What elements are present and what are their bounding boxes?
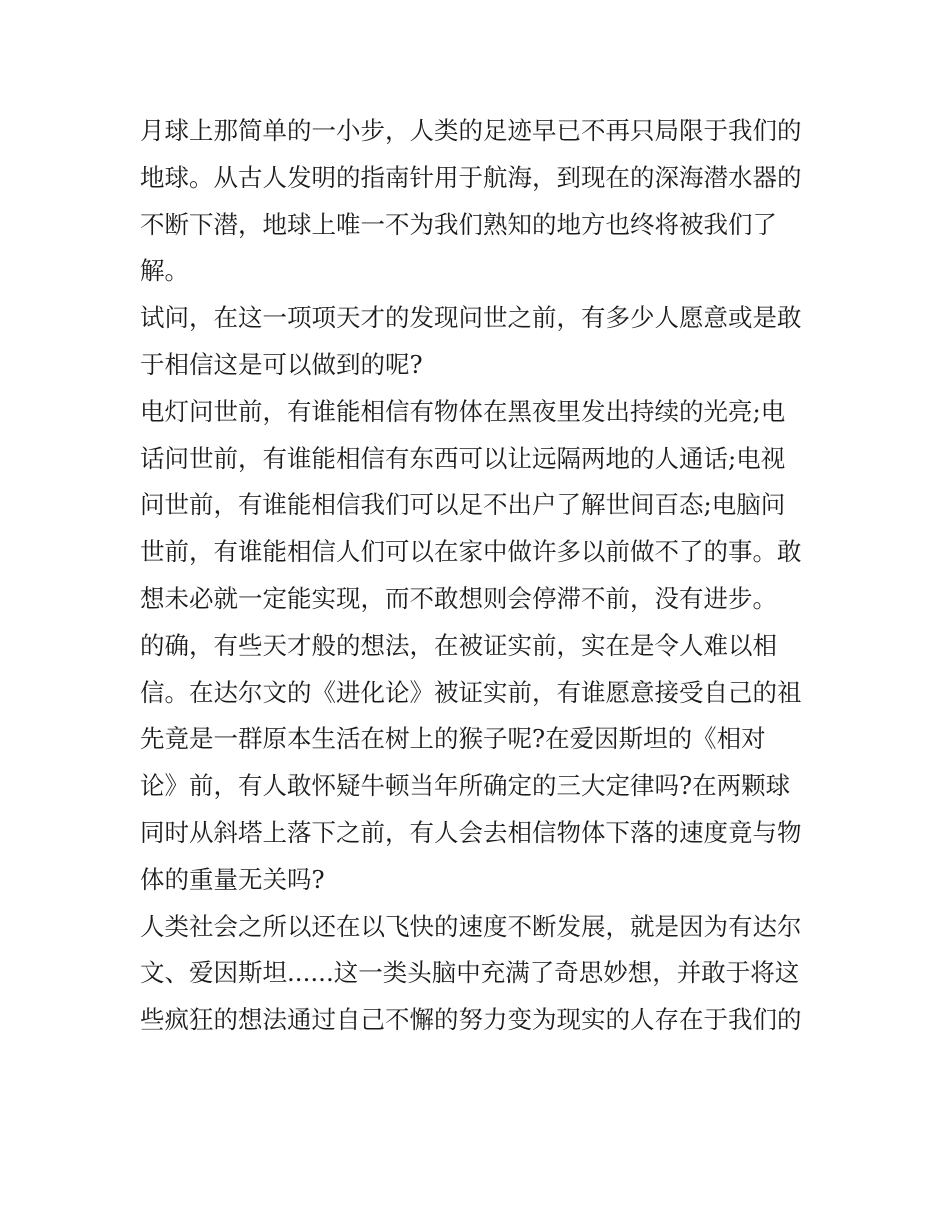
text-line: 人类社会之所以还在以飞快的速度不断发展，就是因为有达尔 [140, 911, 802, 941]
text-line: 话问世前，有谁能相信有东西可以让远隔两地的人通话;电视 [140, 443, 786, 473]
text-line: 月球上那简单的一小步，人类的足迹早已不再只局限于我们的 [140, 116, 802, 145]
text-line: 电灯问世前，有谁能相信有物体在黑夜里发出持续的光亮;电 [140, 396, 786, 426]
text-line: 问世前，有谁能相信我们可以足不出户了解世间百态;电脑问 [140, 490, 786, 520]
text-line: 体的重量无关吗? [140, 864, 325, 894]
document-page [140, 108, 812, 1044]
text-line: 同时从斜塔上落下之前，有人会去相信物体下落的速度竟与物 [140, 817, 802, 847]
text-line: 试问，在这一项项天才的发现问世之前，有多少人愿意或是敢 [140, 303, 802, 333]
text-line: 些疯狂的想法通过自己不懈的努力变为现实的人存在于我们的 [140, 1005, 802, 1035]
text-line: 地球。从古人发明的指南针用于航海，到现在的深海潜水器的 [140, 162, 802, 192]
text-line: 想未必就一定能实现，而不敢想则会停滞不前，没有进步。 [140, 583, 777, 613]
text-line: 的确，有些天才般的想法，在被证实前，实在是令人难以相 [140, 630, 777, 660]
text-line: 解。 [140, 256, 189, 286]
text-line: 于相信这是可以做到的呢? [140, 349, 423, 379]
text-line: 世前，有谁能相信人们可以在家中做许多以前做不了的事。敢 [140, 537, 802, 567]
text-line: 论》前，有人敢怀疑牛顿当年所确定的三大定律吗?在两颗球 [140, 771, 791, 801]
text-line: 文、爱因斯坦......这一类头脑中充满了奇思妙想，并敢于将这 [140, 958, 800, 988]
text-line: 先竟是一群原本生活在树上的猴子呢?在爱因斯坦的《相对 [140, 724, 766, 754]
text-line: 不断下潜，地球上唯一不为我们熟知的地方也终将被我们了 [140, 209, 777, 239]
text-line: 信。在达尔文的《进化论》被证实前，有谁愿意接受自己的祖 [140, 677, 802, 707]
